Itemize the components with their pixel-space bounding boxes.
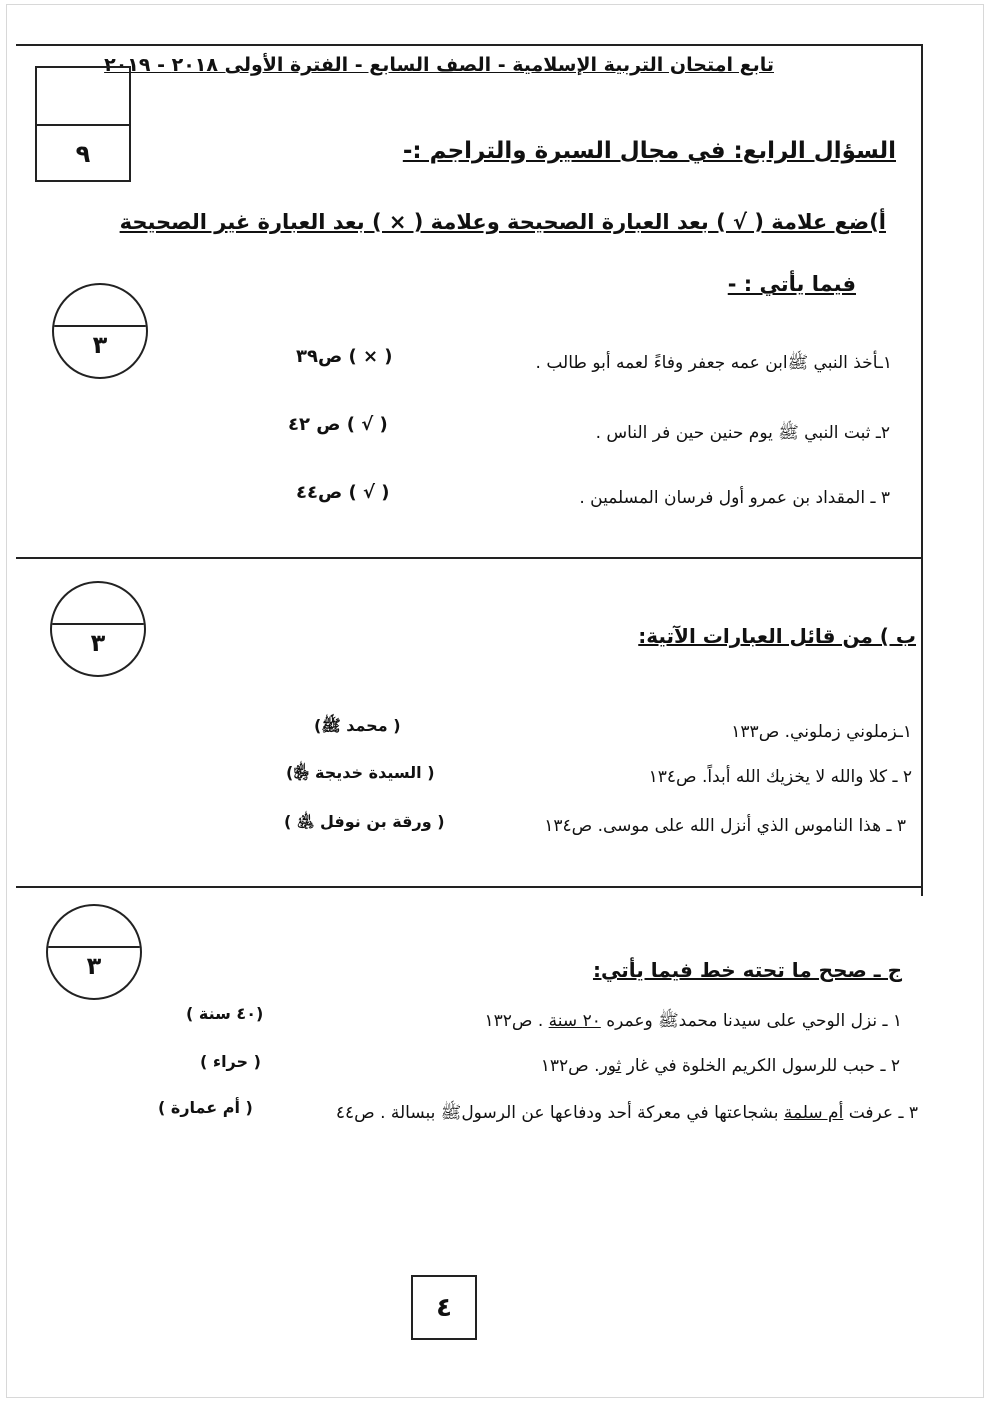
- top-rule: [16, 44, 923, 46]
- part-a-instruction-2: فيما يأتي : -: [727, 272, 856, 296]
- part-b-item-1-text: ١ـزملوني زملوني. ص١٣٣: [731, 722, 912, 742]
- part-b-title: ب ) من قائل العبارات الآتية:: [638, 624, 916, 648]
- part-b-item-3-text: ٣ ـ هذا الناموس الذي أنزل الله على موسى. ص١٣٤: [544, 816, 906, 836]
- page-number: ٤: [436, 1293, 452, 1323]
- part-c-item-1-before: ١ ـ نزل الوحي على سيدنا محمدﷺ وعمره: [600, 1011, 902, 1031]
- part-c-score-circle: [46, 904, 142, 1000]
- part-c-item-1-answer: (٤٠ سنة ): [186, 1004, 264, 1023]
- part-c-item-1-text: [484, 1010, 902, 1035]
- part-c-item-3-answer: ( أم عمارة ): [158, 1098, 253, 1117]
- part-c-item-3-after: بشجاعتها في معركة أحد ودفاعها عن الرسولﷺ ببسالة . ص٤٤: [335, 1103, 784, 1123]
- part-a-item-1-text: ١ـأخذ النبي ﷺابن عمه جعفر وفاءً لعمه أبو طالب .: [535, 353, 892, 373]
- part-a-instruction-1: أ)ضع علامة ( √ ) بعد العبارة الصحيحة وعلامة ( × ) بعد العبارة غير الصحيحة: [119, 210, 886, 234]
- part-c-item-2-text: [541, 1056, 900, 1076]
- score-box-divider: [37, 124, 129, 126]
- circle-divider: [54, 325, 146, 327]
- part-a-item-2-text: ٢ـ ثبت النبي ﷺ يوم حنين حين فر الناس .: [595, 423, 890, 443]
- total-score: ٩: [75, 140, 91, 168]
- part-a-item-1-answer: ( × ) ص٣٩: [296, 346, 393, 367]
- part-b-item-2-answer: ( السيدة خديجة ﵂): [286, 763, 435, 782]
- circle-divider: [48, 946, 140, 948]
- part-c-item-1-after: . ص١٣٢: [484, 1011, 549, 1031]
- part-b-item-2-text: ٢ ـ كلا والله لا يخزيك الله أبداً. ص١٣٤: [648, 767, 912, 787]
- section-divider-2: [16, 886, 923, 888]
- question4-title: السؤال الرابع: في مجال السيرة والتراجم :-: [402, 138, 896, 164]
- part-b-score: ٣: [90, 629, 106, 657]
- part-a-item-3-answer: ( √ ) ص٤٤: [296, 482, 390, 503]
- part-a-score: ٣: [92, 331, 108, 359]
- exam-header: [104, 54, 774, 76]
- part-c-item-1-underlined: ٢٠ سنة: [548, 1011, 601, 1031]
- part-c-item-2-before: ٢ ـ حبب للرسول الكريم الخلوة في غار: [621, 1056, 900, 1076]
- part-a-score-circle: [52, 283, 148, 379]
- part-c-score: ٣: [86, 952, 102, 980]
- part-b-item-1-answer: ( محمد ﷺ): [314, 716, 401, 735]
- part-c-item-3-before: ٣ ـ عرفت: [843, 1103, 918, 1123]
- part-c-item-2-underlined: ثور: [599, 1056, 622, 1076]
- part-b-score-circle: [50, 581, 146, 677]
- part-a-item-2-answer: ( √ ) ص ٤٢: [288, 414, 388, 435]
- section-divider-1: [16, 557, 923, 559]
- right-margin-rule: [921, 44, 923, 896]
- part-c-title: ج ـ صحح ما تحته خط فيما يأتي:: [592, 958, 902, 982]
- part-c-item-2-after: . ص١٣٢: [540, 1056, 600, 1076]
- exam-header-title: تابع امتحان التربية الإسلامية - الصف السابع - الفترة الأولى ٢٠١٨ - ٢٠١٩: [104, 54, 774, 76]
- part-c-item-3-underlined: أم سلمة: [783, 1103, 844, 1123]
- part-a-item-3-text: ٣ ـ المقداد بن عمرو أول فرسان المسلمين .: [579, 488, 890, 508]
- page-number-box: [411, 1275, 477, 1340]
- part-b-item-3-answer: ( ورقة بن نوفل ﵁ ): [284, 812, 445, 831]
- circle-divider: [52, 623, 144, 625]
- part-c-item-2-answer: ( حراء ): [200, 1052, 261, 1071]
- total-score-box: [35, 66, 131, 182]
- part-c-item-3-text: [336, 1102, 918, 1127]
